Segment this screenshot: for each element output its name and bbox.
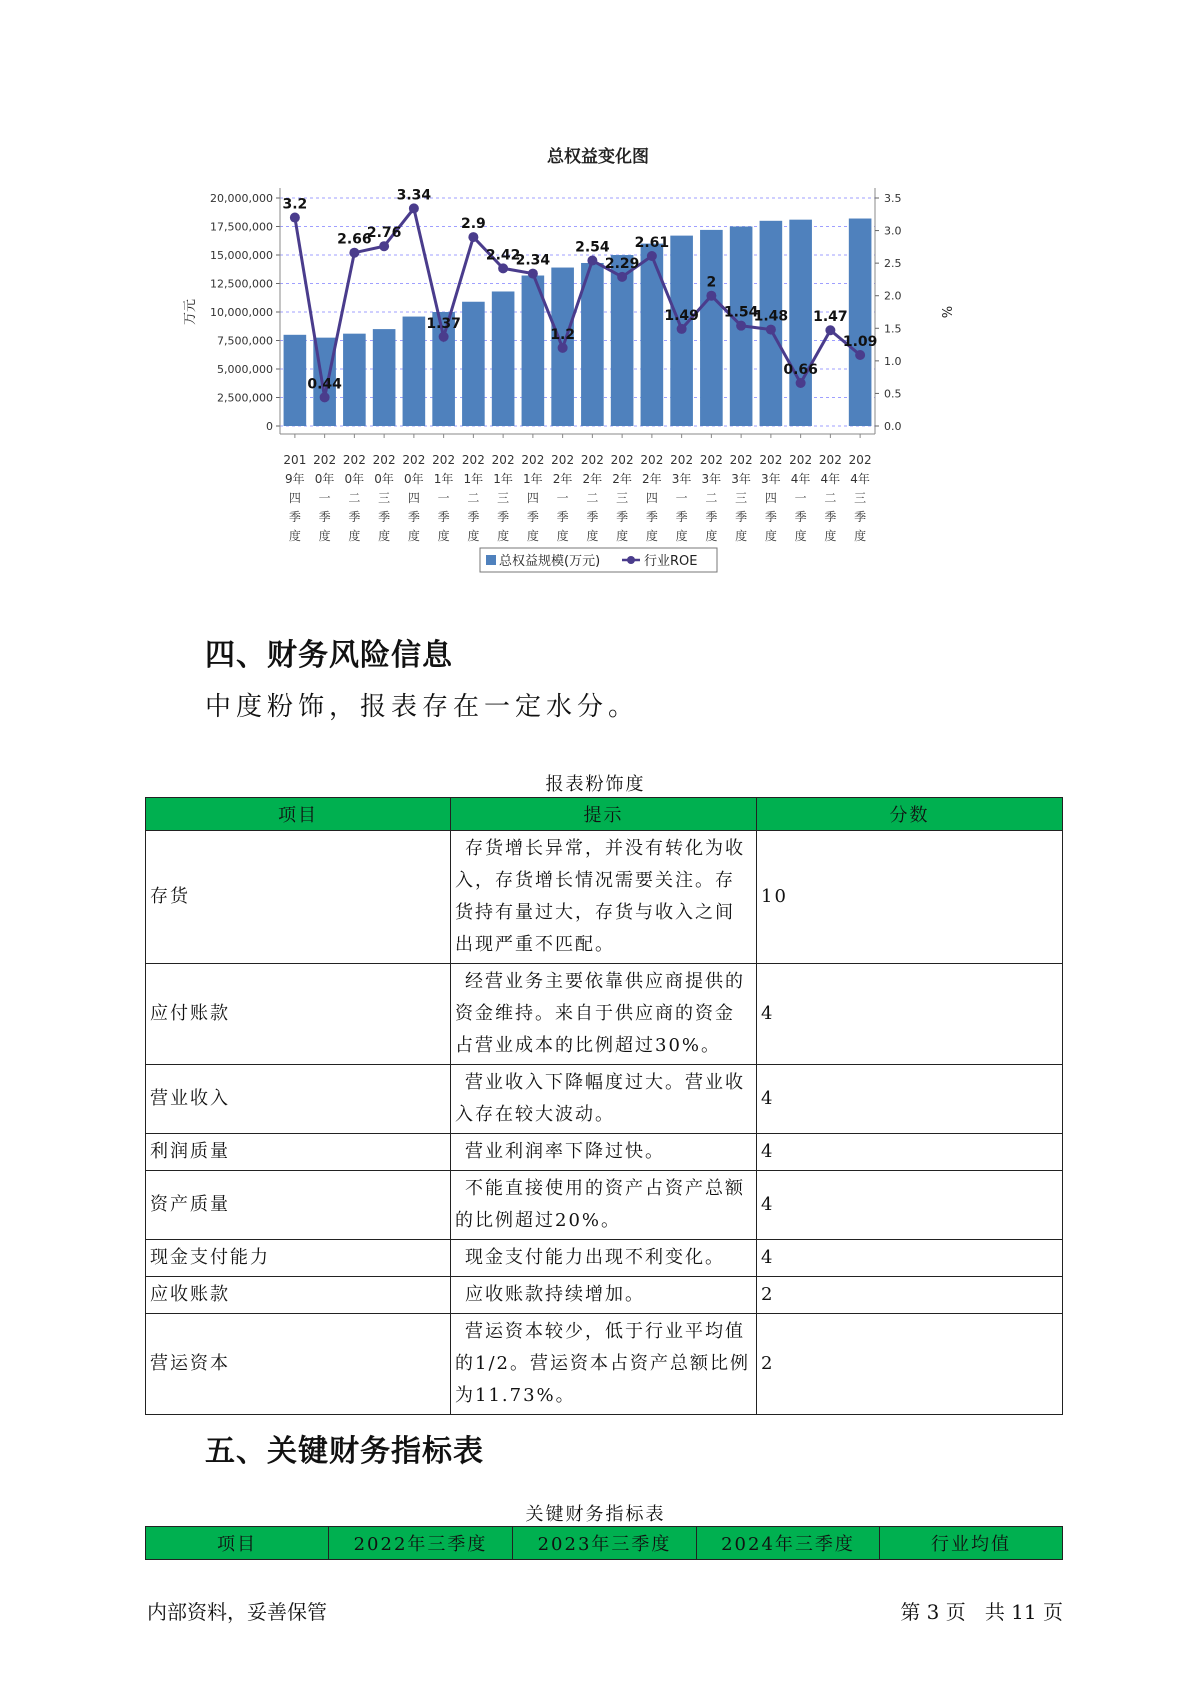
bar (700, 230, 723, 426)
roe-data-label: 2.76 (366, 225, 402, 242)
row-hint: 营业收入下降幅度过大。营业收入存在较大波动。 (451, 1065, 757, 1134)
roe-point (349, 248, 359, 258)
x-tick-label: 202 (461, 453, 485, 467)
roe-data-label: 2.9 (460, 216, 486, 233)
x-tick-label: 季 (735, 510, 748, 524)
key-metrics-table-caption: 关键财务指标表 (525, 1504, 666, 1525)
x-tick-label: 度 (497, 529, 510, 543)
x-tick-label: 季 (437, 510, 450, 524)
bar (462, 302, 485, 426)
x-tick-label: 二 (586, 491, 599, 505)
x-tick-label: 季 (616, 510, 629, 524)
row-item: 资产质量 (146, 1171, 451, 1240)
roe-point (587, 256, 597, 266)
x-tick-label: 度 (288, 529, 301, 543)
x-tick-label: 202 (640, 453, 664, 467)
row-score: 4 (757, 964, 1063, 1065)
roe-data-label: 1.49 (664, 307, 699, 324)
x-tick-label: 三 (616, 491, 629, 505)
x-tick-label: 9年 (285, 472, 305, 486)
roe-point (439, 332, 449, 342)
y-right-tick-label: 3.0 (884, 224, 902, 238)
roe-point (855, 350, 865, 360)
x-tick-label: 202 (491, 453, 515, 467)
x-tick-label: 2年 (642, 472, 662, 486)
x-tick-label: 度 (675, 529, 688, 543)
row-score: 4 (757, 1134, 1063, 1171)
x-tick-label: 1年 (493, 472, 513, 486)
roe-data-label: 2.61 (634, 234, 670, 251)
x-tick-label: 201 (283, 453, 307, 467)
risk-table-header-row (146, 798, 1063, 831)
x-tick-label: 202 (521, 453, 545, 467)
x-tick-label: 二 (348, 491, 361, 505)
x-tick-label: 季 (288, 510, 301, 524)
x-tick-label: 季 (378, 510, 391, 524)
legend-line-marker (627, 556, 635, 564)
roe-point (558, 343, 568, 353)
roe-point (468, 232, 478, 242)
x-tick-label: 2年 (552, 472, 573, 486)
legend-bar-label: 总权益规模(万元) (499, 554, 601, 569)
header-item: 项目 (146, 798, 451, 831)
header-hint: 提示 (451, 798, 757, 831)
x-tick-label: 2年 (582, 472, 603, 486)
x-tick-label: 度 (854, 529, 867, 543)
x-tick-label: 202 (818, 453, 842, 467)
x-tick-label: 度 (378, 529, 391, 543)
y-left-tick-label: 7,500,000 (217, 334, 273, 348)
row-item: 利润质量 (146, 1134, 451, 1171)
y-left-tick-label: 12,500,000 (210, 277, 273, 291)
x-tick-label: 季 (556, 510, 569, 524)
x-tick-label: 1年 (463, 472, 484, 486)
table-row (146, 1134, 1063, 1171)
y-right-tick-label: 1.5 (884, 322, 902, 336)
y-left-tick-label: 5,000,000 (217, 363, 273, 376)
x-tick-label: 1年 (433, 472, 454, 486)
chart-title: 总权益变化图 (547, 147, 649, 167)
x-tick-label: 三 (378, 491, 391, 505)
roe-point (796, 378, 806, 388)
roe-data-label: 0.66 (783, 362, 818, 379)
x-tick-label: 三 (735, 491, 748, 505)
row-hint: 营业利润率下降过快。 (451, 1134, 757, 1171)
row-hint: 不能直接使用的资产占资产总额的比例超过20%。 (451, 1171, 757, 1240)
bar (641, 244, 664, 426)
row-hint: 现金支付能力出现不利变化。 (451, 1240, 757, 1277)
risk-table-caption: 报表粉饰度 (545, 774, 646, 795)
x-tick-label: 度 (348, 529, 361, 543)
roe-point (498, 263, 508, 273)
x-tick-label: 季 (675, 510, 688, 524)
row-hint: 存货增长异常，并没有转化为收入，存货增长情况需要关注。存货持有量过大，存货与收入之间出现严重不匹配。 (451, 831, 757, 964)
roe-point (766, 325, 776, 335)
table-row (146, 1171, 1063, 1240)
x-tick-label: 202 (789, 453, 813, 467)
section-4-summary: 中度粉饰，报表存在一定水分。 (205, 692, 640, 722)
bar (789, 220, 812, 426)
roe-data-label: 2.29 (604, 255, 640, 272)
y-right-tick-label: 2.5 (884, 257, 902, 271)
roe-data-label: 2.66 (337, 231, 372, 248)
x-tick-label: 202 (699, 453, 723, 467)
x-tick-label: 一 (794, 491, 807, 505)
x-tick-label: 四 (526, 491, 539, 505)
header-2023q3: 2023年三季度 (513, 1527, 697, 1560)
x-tick-label: 度 (616, 529, 629, 543)
y-right-tick-label: 3.5 (884, 192, 902, 205)
x-tick-label: 1年 (523, 472, 543, 486)
x-tick-label: 三 (854, 491, 867, 505)
roe-point (677, 324, 687, 334)
x-tick-label: 202 (848, 453, 872, 467)
risk-table (145, 797, 1063, 1415)
roe-point (528, 269, 538, 279)
x-tick-label: 度 (794, 529, 807, 543)
roe-data-label: 3.2 (282, 196, 308, 213)
x-tick-label: 四 (288, 491, 301, 505)
roe-point (290, 213, 300, 223)
x-tick-label: 二 (824, 491, 837, 505)
bar (373, 329, 396, 426)
key-metrics-header-row (146, 1527, 1063, 1560)
x-tick-label: 四 (764, 491, 777, 505)
x-tick-label: 202 (580, 453, 604, 467)
x-tick-label: 一 (675, 491, 688, 505)
roe-data-label: 3.34 (396, 187, 432, 204)
roe-point (379, 241, 389, 251)
x-tick-label: 0年 (344, 472, 365, 486)
x-tick-label: 4年 (850, 472, 870, 486)
x-tick-label: 一 (437, 491, 450, 505)
row-item: 应收账款 (146, 1277, 451, 1314)
x-tick-label: 季 (764, 510, 777, 524)
y-right-tick-label: 0.0 (884, 420, 902, 433)
row-score: 4 (757, 1065, 1063, 1134)
table-row (146, 1314, 1063, 1415)
y-right-axis-label: % (938, 305, 953, 319)
roe-data-label: 1.37 (426, 315, 461, 332)
legend-line-label: 行业ROE (644, 554, 698, 569)
x-tick-label: 季 (318, 510, 331, 524)
x-tick-label: 四 (645, 491, 658, 505)
x-tick-label: 202 (342, 453, 366, 467)
roe-data-label: 1.54 (723, 304, 759, 321)
x-tick-label: 度 (318, 529, 331, 543)
x-tick-label: 度 (824, 529, 837, 543)
x-tick-label: 季 (645, 510, 658, 524)
bar (492, 291, 515, 426)
y-left-tick-label: 15,000,000 (210, 249, 273, 262)
header-score: 分数 (757, 798, 1063, 831)
x-tick-label: 度 (526, 529, 539, 543)
x-tick-label: 202 (402, 453, 426, 467)
x-tick-label: 季 (824, 510, 837, 524)
x-tick-label: 一 (318, 491, 331, 505)
y-left-axis-label: 万元 (183, 298, 198, 326)
section-4-title: 四、财务风险信息 (205, 638, 453, 673)
x-tick-label: 度 (556, 529, 569, 543)
footer-page-number: 第 3 页 共 11 页 (900, 1600, 1063, 1624)
x-tick-label: 度 (764, 529, 777, 543)
header-2022q3: 2022年三季度 (329, 1527, 513, 1560)
y-right-tick-label: 0.5 (884, 387, 902, 401)
x-tick-label: 季 (497, 510, 510, 524)
row-item: 应付账款 (146, 964, 451, 1065)
x-tick-label: 202 (432, 453, 456, 467)
key-metrics-table (145, 1526, 1063, 1560)
roe-data-label: 1.48 (753, 308, 789, 325)
x-tick-label: 一 (556, 491, 569, 505)
row-hint: 经营业务主要依靠供应商提供的资金维持。来自于供应商的资金占营业成本的比例超过30%。 (451, 964, 757, 1065)
header-industry-average: 行业均值 (880, 1527, 1063, 1560)
x-tick-label: 202 (313, 453, 337, 467)
y-left-tick-label: 0 (266, 420, 273, 433)
bar (849, 219, 872, 426)
table-row (146, 831, 1063, 964)
x-tick-label: 3年 (671, 472, 692, 486)
section-5-title: 五、关键财务指标表 (205, 1434, 484, 1469)
row-score: 4 (757, 1171, 1063, 1240)
x-tick-label: 度 (467, 529, 480, 543)
x-tick-label: 度 (735, 529, 748, 543)
x-tick-label: 3年 (701, 472, 722, 486)
table-row (146, 1277, 1063, 1314)
x-tick-label: 季 (407, 510, 420, 524)
x-tick-label: 2年 (612, 472, 632, 486)
x-tick-label: 202 (610, 453, 634, 467)
roe-data-label: 2.34 (515, 252, 551, 269)
roe-point (736, 321, 746, 331)
x-tick-label: 三 (497, 491, 510, 505)
x-tick-label: 0年 (404, 472, 424, 486)
roe-point (617, 272, 627, 282)
bar (343, 334, 366, 426)
table-row (146, 1065, 1063, 1134)
roe-point (320, 392, 330, 402)
x-tick-label: 度 (437, 529, 450, 543)
y-left-tick-label: 10,000,000 (210, 306, 273, 319)
x-tick-label: 二 (467, 491, 480, 505)
row-item: 营运资本 (146, 1314, 451, 1415)
bar (522, 276, 545, 426)
row-hint: 营运资本较少，低于行业平均值的1/2。营运资本占资产总额比例为11.73%。 (451, 1314, 757, 1415)
table-row (146, 1240, 1063, 1277)
x-tick-label: 度 (407, 529, 420, 543)
roe-data-label: 2 (706, 274, 717, 291)
x-tick-label: 202 (670, 453, 694, 467)
x-tick-label: 季 (348, 510, 361, 524)
roe-point (409, 203, 419, 213)
roe-data-label: 1.2 (550, 326, 576, 343)
x-tick-label: 度 (705, 529, 718, 543)
x-tick-label: 季 (794, 510, 807, 524)
x-tick-label: 3年 (731, 472, 751, 486)
x-tick-label: 季 (526, 510, 539, 524)
row-item: 存货 (146, 831, 451, 964)
y-right-tick-label: 2.0 (884, 289, 902, 303)
x-tick-label: 202 (759, 453, 783, 467)
x-tick-label: 度 (586, 529, 599, 543)
x-tick-label: 季 (705, 510, 718, 524)
footer-confidential-note: 内部资料，妥善保管 (147, 1600, 327, 1624)
y-right-tick-label: 1.0 (884, 354, 902, 368)
x-tick-label: 季 (854, 510, 867, 524)
x-tick-label: 3年 (761, 472, 781, 486)
roe-data-label: 1.09 (842, 333, 878, 350)
legend-bar-swatch (486, 555, 496, 565)
x-tick-label: 季 (467, 510, 480, 524)
header-item: 项目 (146, 1527, 329, 1560)
roe-data-label: 1.47 (813, 309, 848, 326)
x-tick-label: 202 (729, 453, 753, 467)
x-tick-label: 度 (645, 529, 658, 543)
row-item: 营业收入 (146, 1065, 451, 1134)
row-score: 2 (757, 1277, 1063, 1314)
row-hint: 应收账款持续增加。 (451, 1277, 757, 1314)
x-tick-label: 202 (372, 453, 396, 467)
table-row (146, 964, 1063, 1065)
y-left-tick-label: 20,000,000 (210, 192, 273, 205)
x-tick-label: 202 (551, 453, 575, 467)
row-score: 4 (757, 1240, 1063, 1277)
roe-point (825, 325, 835, 335)
x-tick-label: 0年 (314, 472, 335, 486)
y-left-tick-label: 2,500,000 (217, 391, 273, 405)
row-item: 现金支付能力 (146, 1240, 451, 1277)
row-score: 2 (757, 1314, 1063, 1415)
roe-data-label: 0.44 (307, 376, 342, 393)
x-tick-label: 二 (705, 491, 718, 505)
x-tick-label: 季 (586, 510, 599, 524)
roe-point (706, 291, 716, 301)
y-left-tick-label: 17,500,000 (210, 220, 273, 234)
x-tick-label: 0年 (374, 472, 394, 486)
bar (403, 317, 426, 426)
x-tick-label: 4年 (790, 472, 811, 486)
header-2024q3: 2024年三季度 (697, 1527, 880, 1560)
equity-change-chart (170, 140, 953, 600)
x-tick-label: 四 (407, 491, 420, 505)
bar (284, 335, 307, 426)
roe-data-label: 2.54 (575, 239, 610, 256)
x-tick-label: 4年 (820, 472, 841, 486)
roe-data-label: 2.42 (485, 247, 521, 264)
row-score: 10 (757, 831, 1063, 964)
roe-point (647, 251, 657, 261)
